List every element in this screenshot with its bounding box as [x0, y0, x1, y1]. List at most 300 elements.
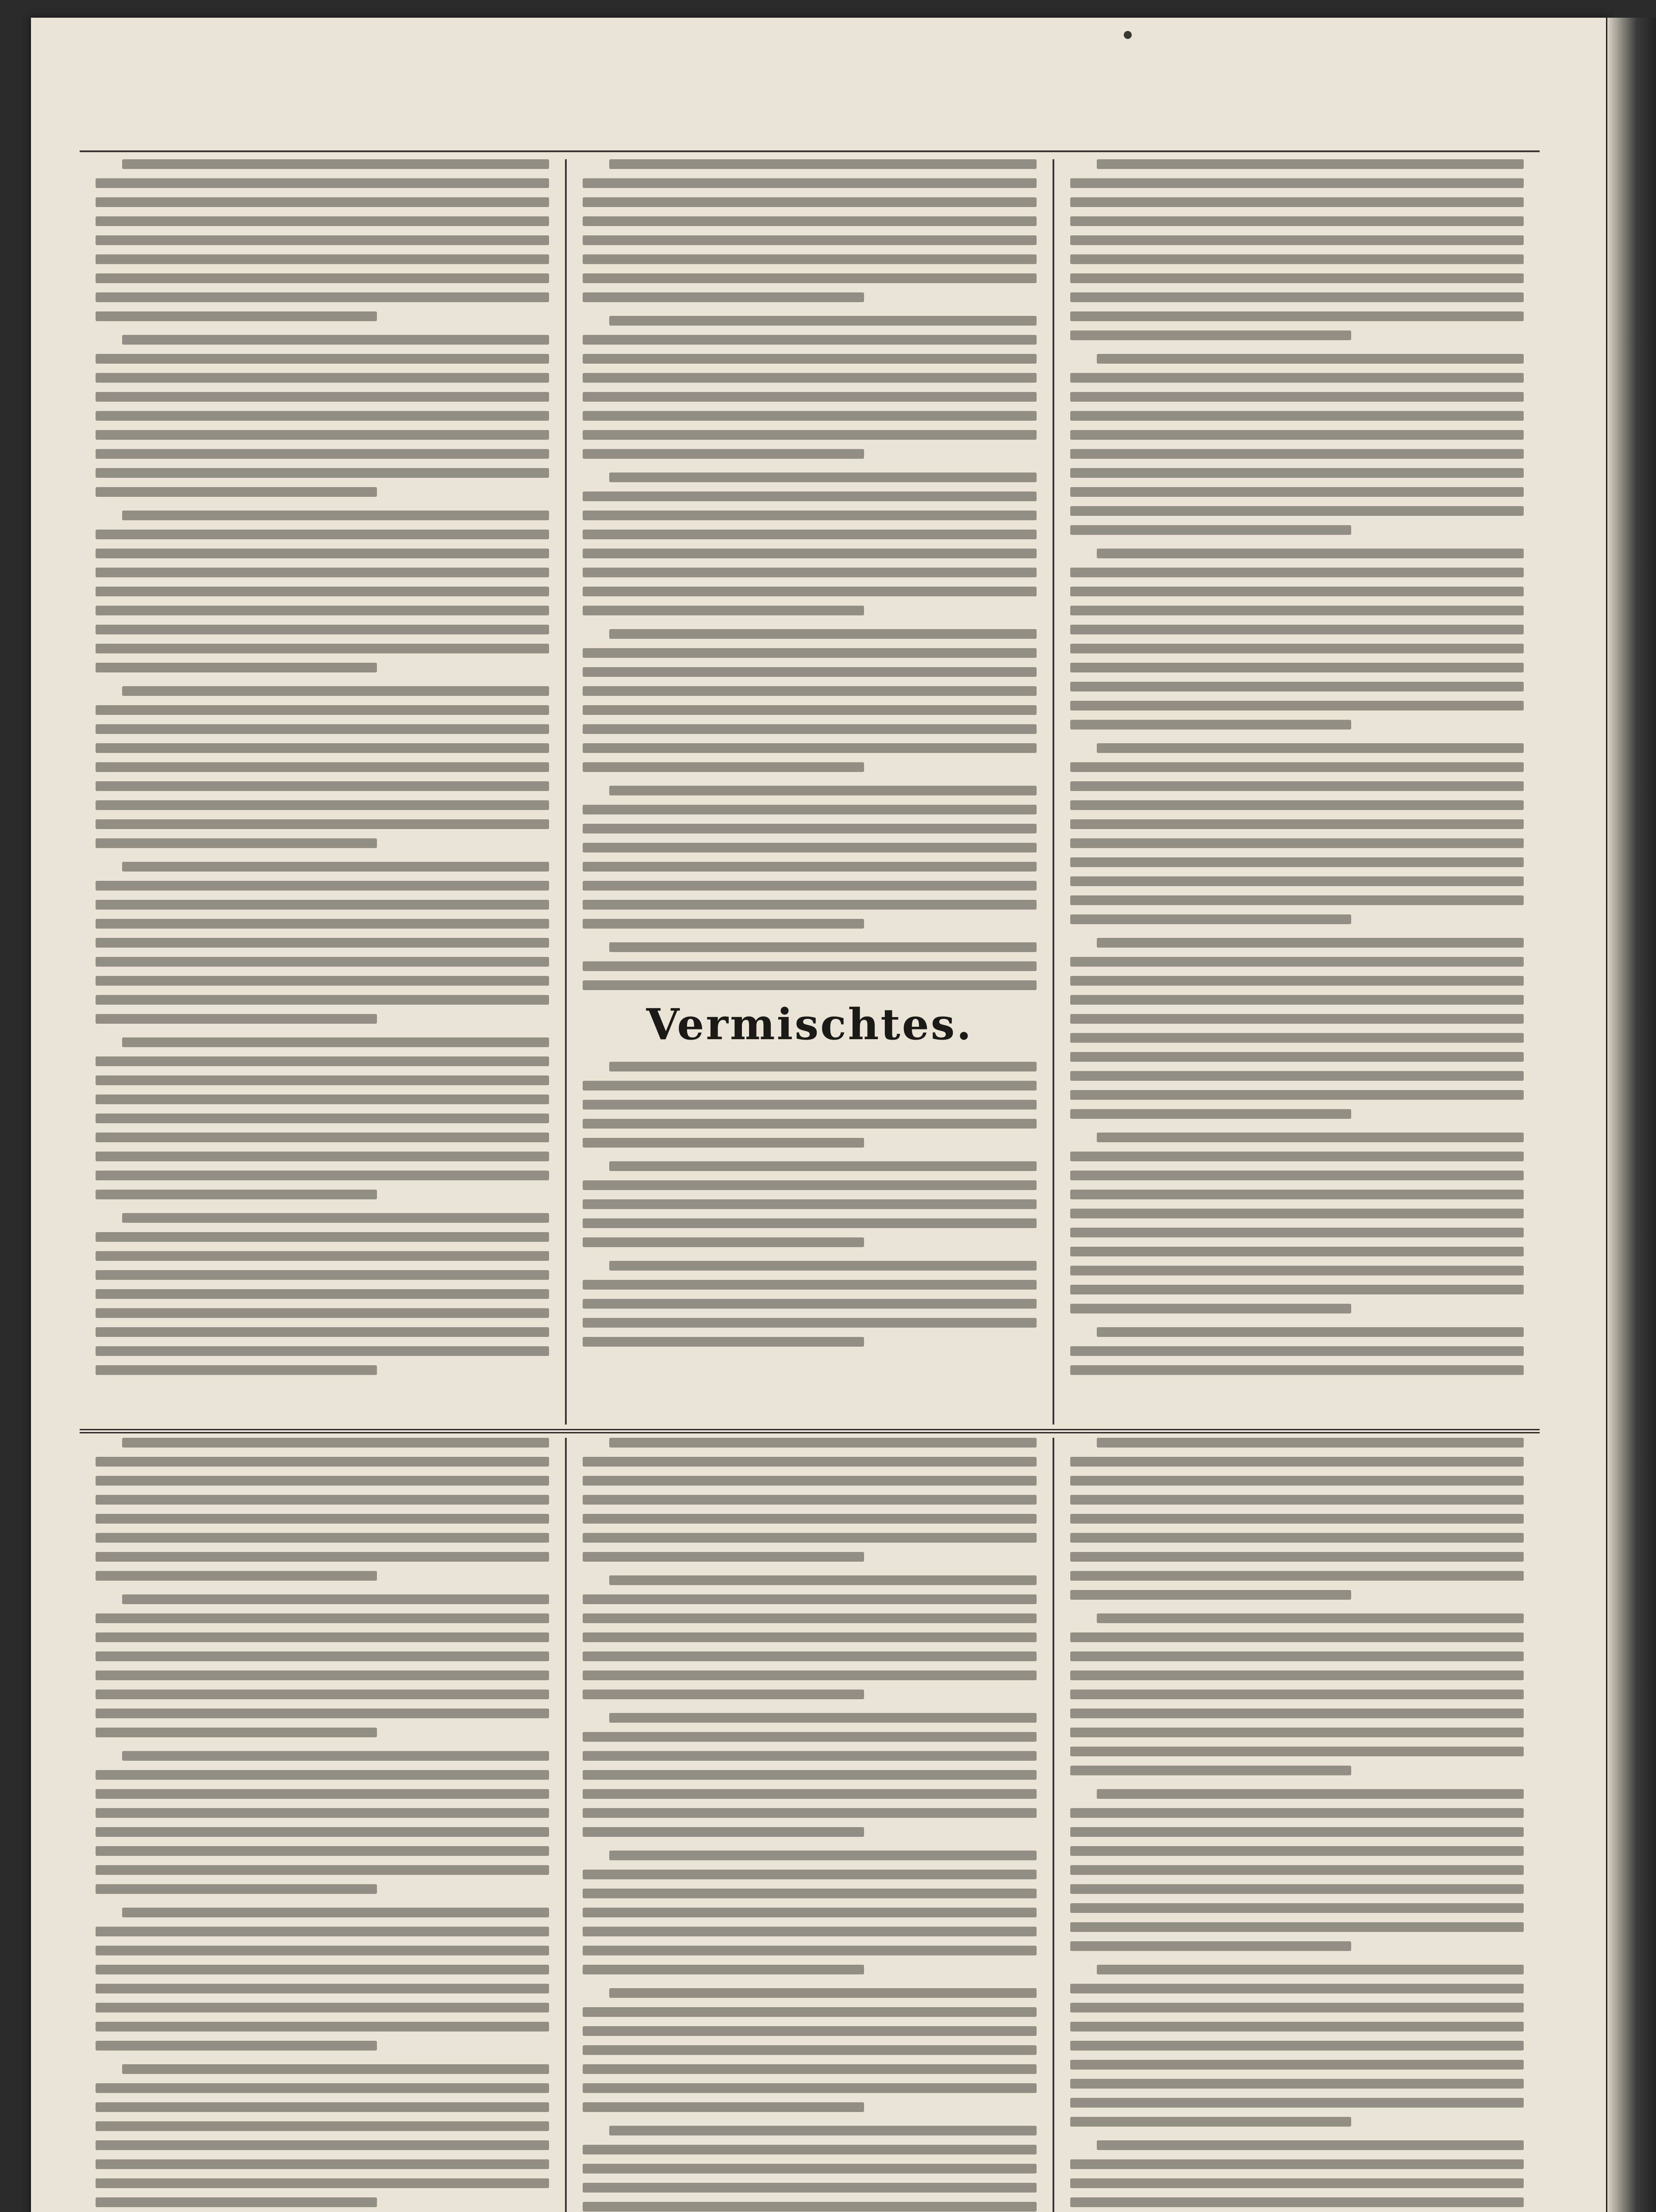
text-line	[1070, 1941, 1352, 1951]
text-line	[609, 942, 1036, 952]
text-line	[1070, 682, 1524, 691]
text-line	[96, 587, 549, 596]
text-line	[583, 900, 1036, 910]
text-line	[1070, 1190, 1524, 1199]
text-line	[96, 1770, 549, 1780]
text-line	[1097, 2140, 1524, 2150]
text-line	[1070, 876, 1524, 886]
text-line	[96, 1846, 549, 1856]
section-divider	[80, 1429, 1540, 1433]
text-line	[583, 273, 1036, 283]
text-line	[96, 644, 549, 653]
upper-column-2	[565, 159, 1052, 1425]
text-line	[1070, 644, 1524, 653]
text-line	[96, 2041, 377, 2051]
text-line	[1070, 1766, 1352, 1775]
text-line	[583, 2045, 1036, 2055]
text-line	[1070, 976, 1524, 986]
text-line	[583, 235, 1036, 245]
text-line	[96, 1171, 549, 1180]
text-line	[1070, 1033, 1524, 1043]
text-line	[1070, 1903, 1524, 1913]
text-line	[1070, 292, 1524, 302]
text-line	[96, 354, 549, 364]
text-line	[1070, 2159, 1524, 2169]
text-line	[96, 1571, 377, 1581]
text-line	[1070, 430, 1524, 440]
text-line	[1070, 781, 1524, 791]
text-line	[96, 724, 549, 734]
text-line	[583, 1732, 1036, 1742]
text-line	[583, 1552, 864, 1562]
text-line	[1070, 995, 1524, 1005]
text-line	[583, 1218, 1036, 1228]
text-line	[609, 1851, 1036, 1860]
text-line	[583, 1495, 1036, 1505]
text-line	[583, 2164, 1036, 2174]
text-line	[122, 1037, 549, 1047]
text-line	[583, 743, 1036, 753]
text-line	[1070, 914, 1352, 924]
text-line	[96, 254, 549, 264]
upper-column-1	[80, 159, 565, 1425]
text-line	[1097, 1789, 1524, 1799]
text-line	[1070, 1014, 1524, 1024]
text-line	[583, 1138, 864, 1148]
text-line	[583, 881, 1036, 891]
text-line	[96, 762, 549, 772]
text-line	[609, 472, 1036, 482]
text-line	[122, 159, 549, 169]
text-line	[583, 178, 1036, 188]
text-line	[1070, 1266, 1524, 1275]
text-line	[1070, 1209, 1524, 1218]
text-line	[583, 1237, 864, 1247]
text-line	[1070, 178, 1524, 188]
text-line	[583, 1927, 1036, 1936]
text-line	[583, 1889, 1036, 1898]
text-line	[1070, 1346, 1524, 1356]
text-line	[583, 1199, 1036, 1209]
text-line	[583, 197, 1036, 207]
text-line	[583, 392, 1036, 402]
text-line	[1097, 1438, 1524, 1448]
text-line	[583, 254, 1036, 264]
text-line	[96, 781, 549, 791]
text-line	[609, 1261, 1036, 1271]
text-line	[122, 335, 549, 345]
text-line	[1070, 2022, 1524, 2032]
text-line	[1070, 373, 1524, 383]
text-line	[1070, 1671, 1524, 1680]
text-line	[583, 1318, 1036, 1328]
text-line	[1070, 1171, 1524, 1180]
text-line	[1070, 449, 1524, 459]
text-line	[96, 1671, 549, 1680]
text-line	[96, 1709, 549, 1718]
text-line	[1070, 1865, 1524, 1875]
text-line	[96, 606, 549, 615]
text-line	[583, 1081, 1036, 1091]
text-line	[96, 919, 549, 929]
text-line	[1070, 411, 1524, 421]
text-line	[583, 686, 1036, 696]
text-line	[1070, 1922, 1524, 1932]
text-line	[96, 1495, 549, 1505]
text-line	[609, 159, 1036, 169]
text-line	[96, 1865, 549, 1875]
text-line	[1097, 1613, 1524, 1623]
text-line	[1070, 1884, 1524, 1894]
text-line	[96, 1251, 549, 1261]
text-line	[96, 1133, 549, 1142]
text-line	[96, 1232, 549, 1242]
text-line	[96, 1476, 549, 1486]
text-line	[583, 411, 1036, 421]
text-line	[96, 1946, 549, 1955]
text-line	[583, 1870, 1036, 1879]
text-line	[96, 1014, 377, 1024]
text-line	[96, 1789, 549, 1799]
text-line	[96, 392, 549, 402]
text-line	[96, 1514, 549, 1524]
text-line	[96, 1094, 549, 1104]
text-line	[1070, 1090, 1524, 1100]
text-line	[1070, 1984, 1524, 1993]
text-line	[583, 549, 1036, 558]
text-line	[583, 1808, 1036, 1818]
text-line	[1070, 2003, 1524, 2012]
text-line	[1070, 273, 1524, 283]
text-line	[96, 625, 549, 634]
text-line	[1097, 549, 1524, 558]
text-line	[583, 373, 1036, 383]
text-line	[1070, 762, 1524, 772]
text-line	[583, 2026, 1036, 2036]
text-line	[96, 530, 549, 539]
text-line	[96, 487, 377, 497]
text-line	[1070, 857, 1524, 867]
text-line	[96, 568, 549, 577]
text-line	[583, 2083, 1036, 2093]
text-line	[1070, 1728, 1524, 1737]
text-line	[96, 216, 549, 226]
text-line	[583, 1946, 1036, 1955]
text-line	[96, 1457, 549, 1467]
text-line	[583, 1337, 864, 1347]
text-line	[1070, 1590, 1352, 1600]
text-line	[1097, 354, 1524, 364]
vermischtes-heading: Vermischtes.	[646, 999, 973, 1049]
text-line	[96, 1808, 549, 1818]
text-line	[96, 1533, 549, 1543]
text-line	[583, 762, 864, 772]
text-line	[583, 667, 1036, 677]
text-line	[583, 1651, 1036, 1661]
text-line	[1070, 2060, 1524, 2070]
text-line	[583, 862, 1036, 872]
text-line	[1070, 330, 1352, 340]
text-line	[1097, 743, 1524, 753]
text-line	[1070, 625, 1524, 634]
text-line	[583, 568, 1036, 577]
text-line	[583, 2007, 1036, 2017]
text-line	[1070, 311, 1524, 321]
text-line	[583, 1751, 1036, 1761]
text-line	[1070, 1152, 1524, 1161]
text-line	[583, 1613, 1036, 1623]
text-line	[1070, 1632, 1524, 1642]
text-line	[583, 1299, 1036, 1309]
text-line	[583, 980, 1036, 990]
text-line	[96, 1289, 549, 1299]
text-line	[1097, 938, 1524, 948]
lower-column-2	[565, 1438, 1052, 2212]
text-line	[609, 2126, 1036, 2135]
text-line	[1070, 506, 1524, 516]
text-line	[96, 197, 549, 207]
text-line	[1070, 606, 1524, 615]
text-line	[96, 1270, 549, 1280]
text-line	[583, 2145, 1036, 2154]
text-line	[583, 2102, 864, 2112]
text-line	[96, 976, 549, 986]
text-line	[583, 1594, 1036, 1604]
text-line	[1070, 1808, 1524, 1818]
text-line	[96, 2003, 549, 2012]
text-line	[96, 178, 549, 188]
text-line	[96, 1884, 377, 1894]
lower-section-serial	[80, 1438, 1540, 2212]
text-line	[1097, 1965, 1524, 1974]
text-line	[96, 1346, 549, 1356]
text-line	[583, 449, 864, 459]
text-line	[96, 1114, 549, 1123]
text-line	[96, 1152, 549, 1161]
text-line	[583, 2202, 1036, 2212]
text-line	[1070, 720, 1352, 730]
text-line	[96, 957, 549, 967]
text-line	[609, 316, 1036, 326]
text-line	[96, 1327, 549, 1337]
text-line	[1070, 1476, 1524, 1486]
text-line	[96, 1365, 377, 1375]
text-line	[1070, 2197, 1524, 2207]
text-line	[583, 1770, 1036, 1780]
text-line	[583, 961, 1036, 971]
text-line	[96, 1632, 549, 1642]
text-line	[583, 843, 1036, 853]
text-line	[1070, 1846, 1524, 1856]
top-rule	[80, 150, 1540, 152]
text-line	[583, 2183, 1036, 2193]
lower-column-3	[1053, 1438, 1540, 2212]
text-line	[96, 1651, 549, 1661]
text-line	[583, 705, 1036, 715]
text-line	[122, 1213, 549, 1223]
text-line	[1097, 1133, 1524, 1142]
text-line	[583, 606, 864, 615]
text-line	[609, 1988, 1036, 1998]
text-line	[1070, 895, 1524, 905]
text-line	[96, 838, 377, 848]
text-line	[1070, 568, 1524, 577]
text-line	[96, 2022, 549, 2032]
text-line	[1070, 2117, 1352, 2127]
text-line	[583, 1280, 1036, 1290]
text-line	[1070, 1747, 1524, 1756]
text-line	[1070, 487, 1524, 497]
text-line	[96, 1728, 377, 1737]
text-line	[96, 663, 377, 672]
text-line	[122, 862, 549, 872]
text-line	[583, 724, 1036, 734]
text-line	[96, 1075, 549, 1085]
text-line	[96, 235, 549, 245]
text-line	[1070, 1304, 1352, 1313]
text-line	[583, 292, 864, 302]
text-line	[96, 2102, 549, 2112]
text-line	[96, 468, 549, 478]
text-line	[96, 311, 377, 321]
text-line	[96, 292, 549, 302]
text-line	[96, 1690, 549, 1699]
text-line	[583, 587, 1036, 596]
text-line	[1070, 800, 1524, 810]
upper-column-3	[1053, 159, 1540, 1425]
text-line	[96, 373, 549, 383]
text-line	[583, 1965, 864, 1974]
text-line	[583, 919, 864, 929]
text-line	[96, 800, 549, 810]
text-line	[1070, 957, 1524, 967]
text-line	[583, 805, 1036, 814]
text-line	[1070, 468, 1524, 478]
text-line	[1070, 1247, 1524, 1256]
text-line	[583, 492, 1036, 501]
text-line	[583, 511, 1036, 520]
text-line	[96, 900, 549, 910]
text-line	[583, 1514, 1036, 1524]
text-line	[122, 1908, 549, 1917]
text-line	[583, 216, 1036, 226]
text-line	[96, 2197, 377, 2207]
text-line	[583, 1100, 1036, 1110]
text-line	[1070, 1228, 1524, 1237]
text-line	[583, 1827, 864, 1837]
text-line	[96, 430, 549, 440]
text-line	[1070, 1071, 1524, 1081]
text-line	[96, 938, 549, 948]
text-line	[1070, 235, 1524, 245]
text-line	[1070, 197, 1524, 207]
text-line	[1070, 1457, 1524, 1467]
text-line	[1070, 1690, 1524, 1699]
text-line	[1070, 1109, 1352, 1119]
text-line	[1070, 1514, 1524, 1524]
text-line	[96, 1613, 549, 1623]
text-line	[583, 1690, 864, 1699]
text-line	[96, 2121, 549, 2131]
text-line	[583, 1789, 1036, 1799]
text-line	[583, 1476, 1036, 1486]
text-line	[96, 2140, 549, 2150]
text-line	[1070, 1052, 1524, 1062]
text-line	[122, 1594, 549, 1604]
text-line	[96, 1965, 549, 1974]
text-line	[96, 1190, 377, 1199]
text-line	[1070, 2079, 1524, 2089]
text-line	[96, 995, 549, 1005]
text-line	[1070, 1285, 1524, 1294]
text-line	[122, 511, 549, 520]
text-line	[96, 881, 549, 891]
text-line	[583, 1632, 1036, 1642]
upper-column-2-story	[583, 159, 1036, 990]
text-line	[96, 2159, 549, 2169]
text-line	[96, 1308, 549, 1318]
text-line	[122, 1438, 549, 1448]
text-line	[1070, 819, 1524, 829]
text-line	[1070, 1651, 1524, 1661]
upper-column-2-news	[583, 1062, 1036, 1360]
text-line	[609, 1062, 1036, 1071]
text-line	[583, 1457, 1036, 1467]
text-line	[96, 705, 549, 715]
text-line	[96, 1552, 549, 1562]
text-line	[583, 1671, 1036, 1680]
text-line	[96, 1984, 549, 1993]
text-line	[96, 2178, 549, 2188]
text-line	[1070, 1533, 1524, 1543]
text-line	[1097, 1327, 1524, 1337]
text-line	[1070, 838, 1524, 848]
text-line	[96, 819, 549, 829]
text-line	[609, 1161, 1036, 1171]
text-line	[96, 2083, 549, 2093]
text-line	[583, 335, 1036, 345]
text-line	[1070, 663, 1524, 672]
text-line	[609, 1575, 1036, 1585]
text-line	[122, 686, 549, 696]
text-line	[96, 449, 549, 459]
text-line	[583, 530, 1036, 539]
text-line	[1070, 1365, 1524, 1375]
lower-column-1	[80, 1438, 565, 2212]
text-line	[1070, 587, 1524, 596]
text-line	[96, 273, 549, 283]
text-line	[1070, 525, 1352, 535]
text-line	[96, 743, 549, 753]
binding-edge	[1607, 18, 1656, 2212]
text-line	[609, 786, 1036, 795]
text-line	[1070, 1571, 1524, 1581]
text-line	[122, 1751, 549, 1761]
text-line	[583, 1180, 1036, 1190]
text-line	[583, 648, 1036, 658]
text-line	[1070, 392, 1524, 402]
text-line	[609, 629, 1036, 639]
text-line	[609, 1438, 1036, 1448]
text-line	[1070, 216, 1524, 226]
text-line	[583, 2064, 1036, 2074]
text-line	[96, 411, 549, 421]
text-line	[583, 824, 1036, 833]
text-line	[96, 1927, 549, 1936]
text-line	[1070, 701, 1524, 710]
text-line	[96, 549, 549, 558]
text-line	[609, 1713, 1036, 1723]
